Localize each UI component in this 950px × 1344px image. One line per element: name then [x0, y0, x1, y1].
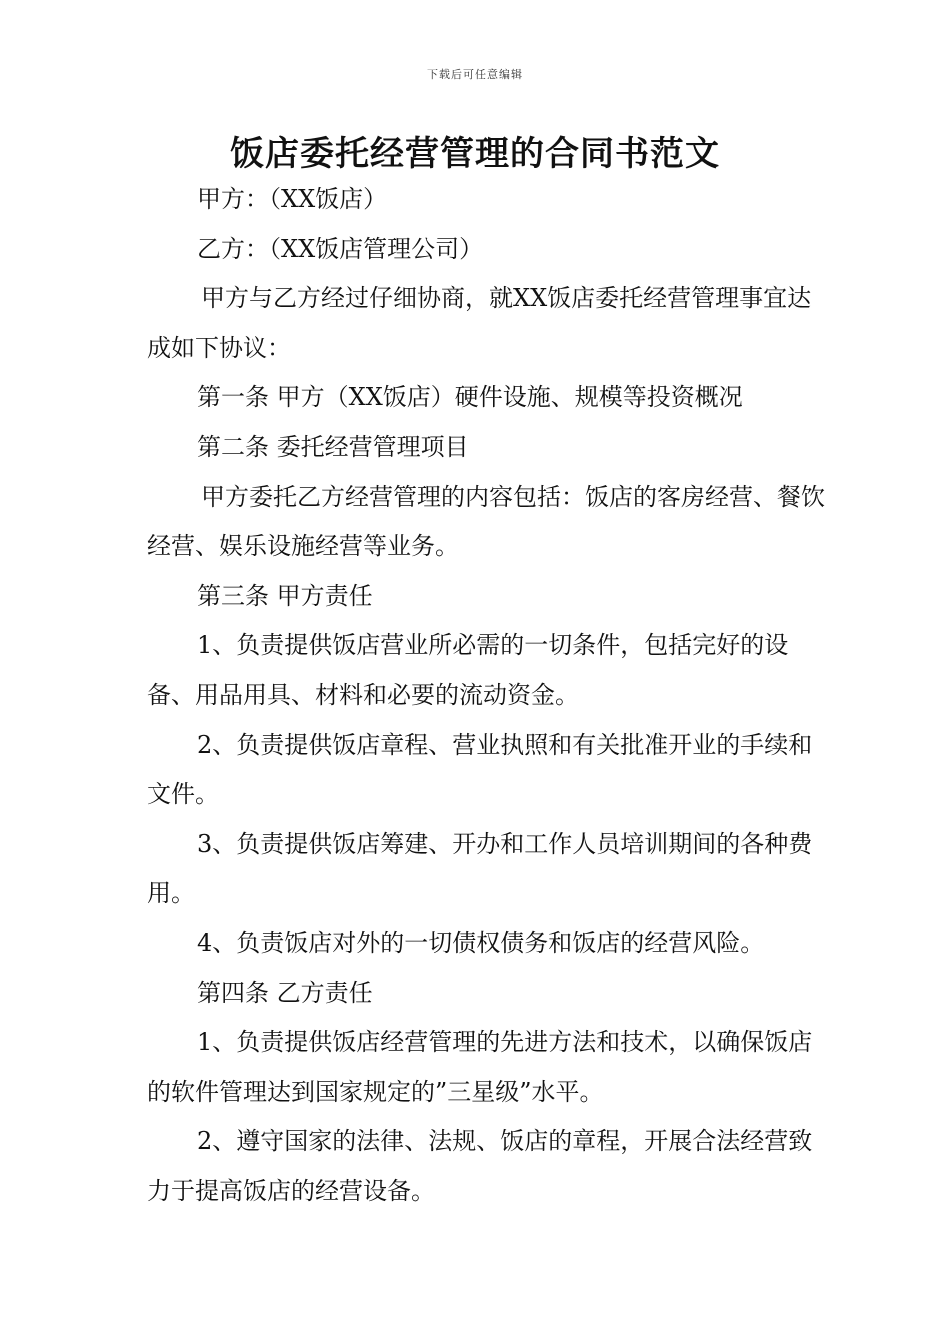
article-3-item-2: 2、负责提供饭店章程、营业执照和有关批准开业的手续和文件。: [147, 730, 813, 809]
article-3-item-4: 4、负责饭店对外的一切债权债务和饭店的经营风险。: [197, 928, 765, 957]
article-1-heading: 第一条 甲方（XX饭店）硬件设施、规模等投资概况: [197, 383, 743, 412]
article-2-content: 甲方委托乙方经营管理的内容包括：饭店的客房经营、餐饮经营、娱乐设施经营等业务。: [147, 482, 825, 561]
article-2-heading: 第二条 委托经营管理项目: [197, 432, 469, 461]
article-3-item-3: 3、负责提供饭店筹建、开办和工作人员培训期间的各种费用。: [147, 829, 813, 908]
article-3-heading: 第三条 甲方责任: [197, 581, 373, 610]
document-title: 饭店委托经营管理的合同书范文: [230, 134, 720, 174]
article-4-item-1: 1、负责提供饭店经营管理的先进方法和技术，以确保饭店的软件管理达到国家规定的”三星级”水平。: [147, 1028, 813, 1106]
party-a-line: 甲方：（XX饭店）: [197, 185, 388, 213]
header-note: 下载后可任意编辑: [427, 68, 523, 81]
article-3-item-1: 1、负责提供饭店营业所必需的一切条件，包括完好的设备、用品用具、材料和必要的流动资金。: [147, 631, 789, 709]
article-4-heading: 第四条 乙方责任: [197, 978, 373, 1007]
article-4-item-2: 2、遵守国家的法律、法规、饭店的章程，开展合法经营致力于提高饭店的经营设备。: [147, 1127, 813, 1205]
intro-paragraph: 甲方与乙方经过仔细协商，就XX饭店委托经营管理事宜达成如下协议：: [147, 284, 812, 362]
document-body: [147, 175, 827, 1216]
party-b-line: 乙方：（XX饭店管理公司）: [197, 234, 484, 263]
